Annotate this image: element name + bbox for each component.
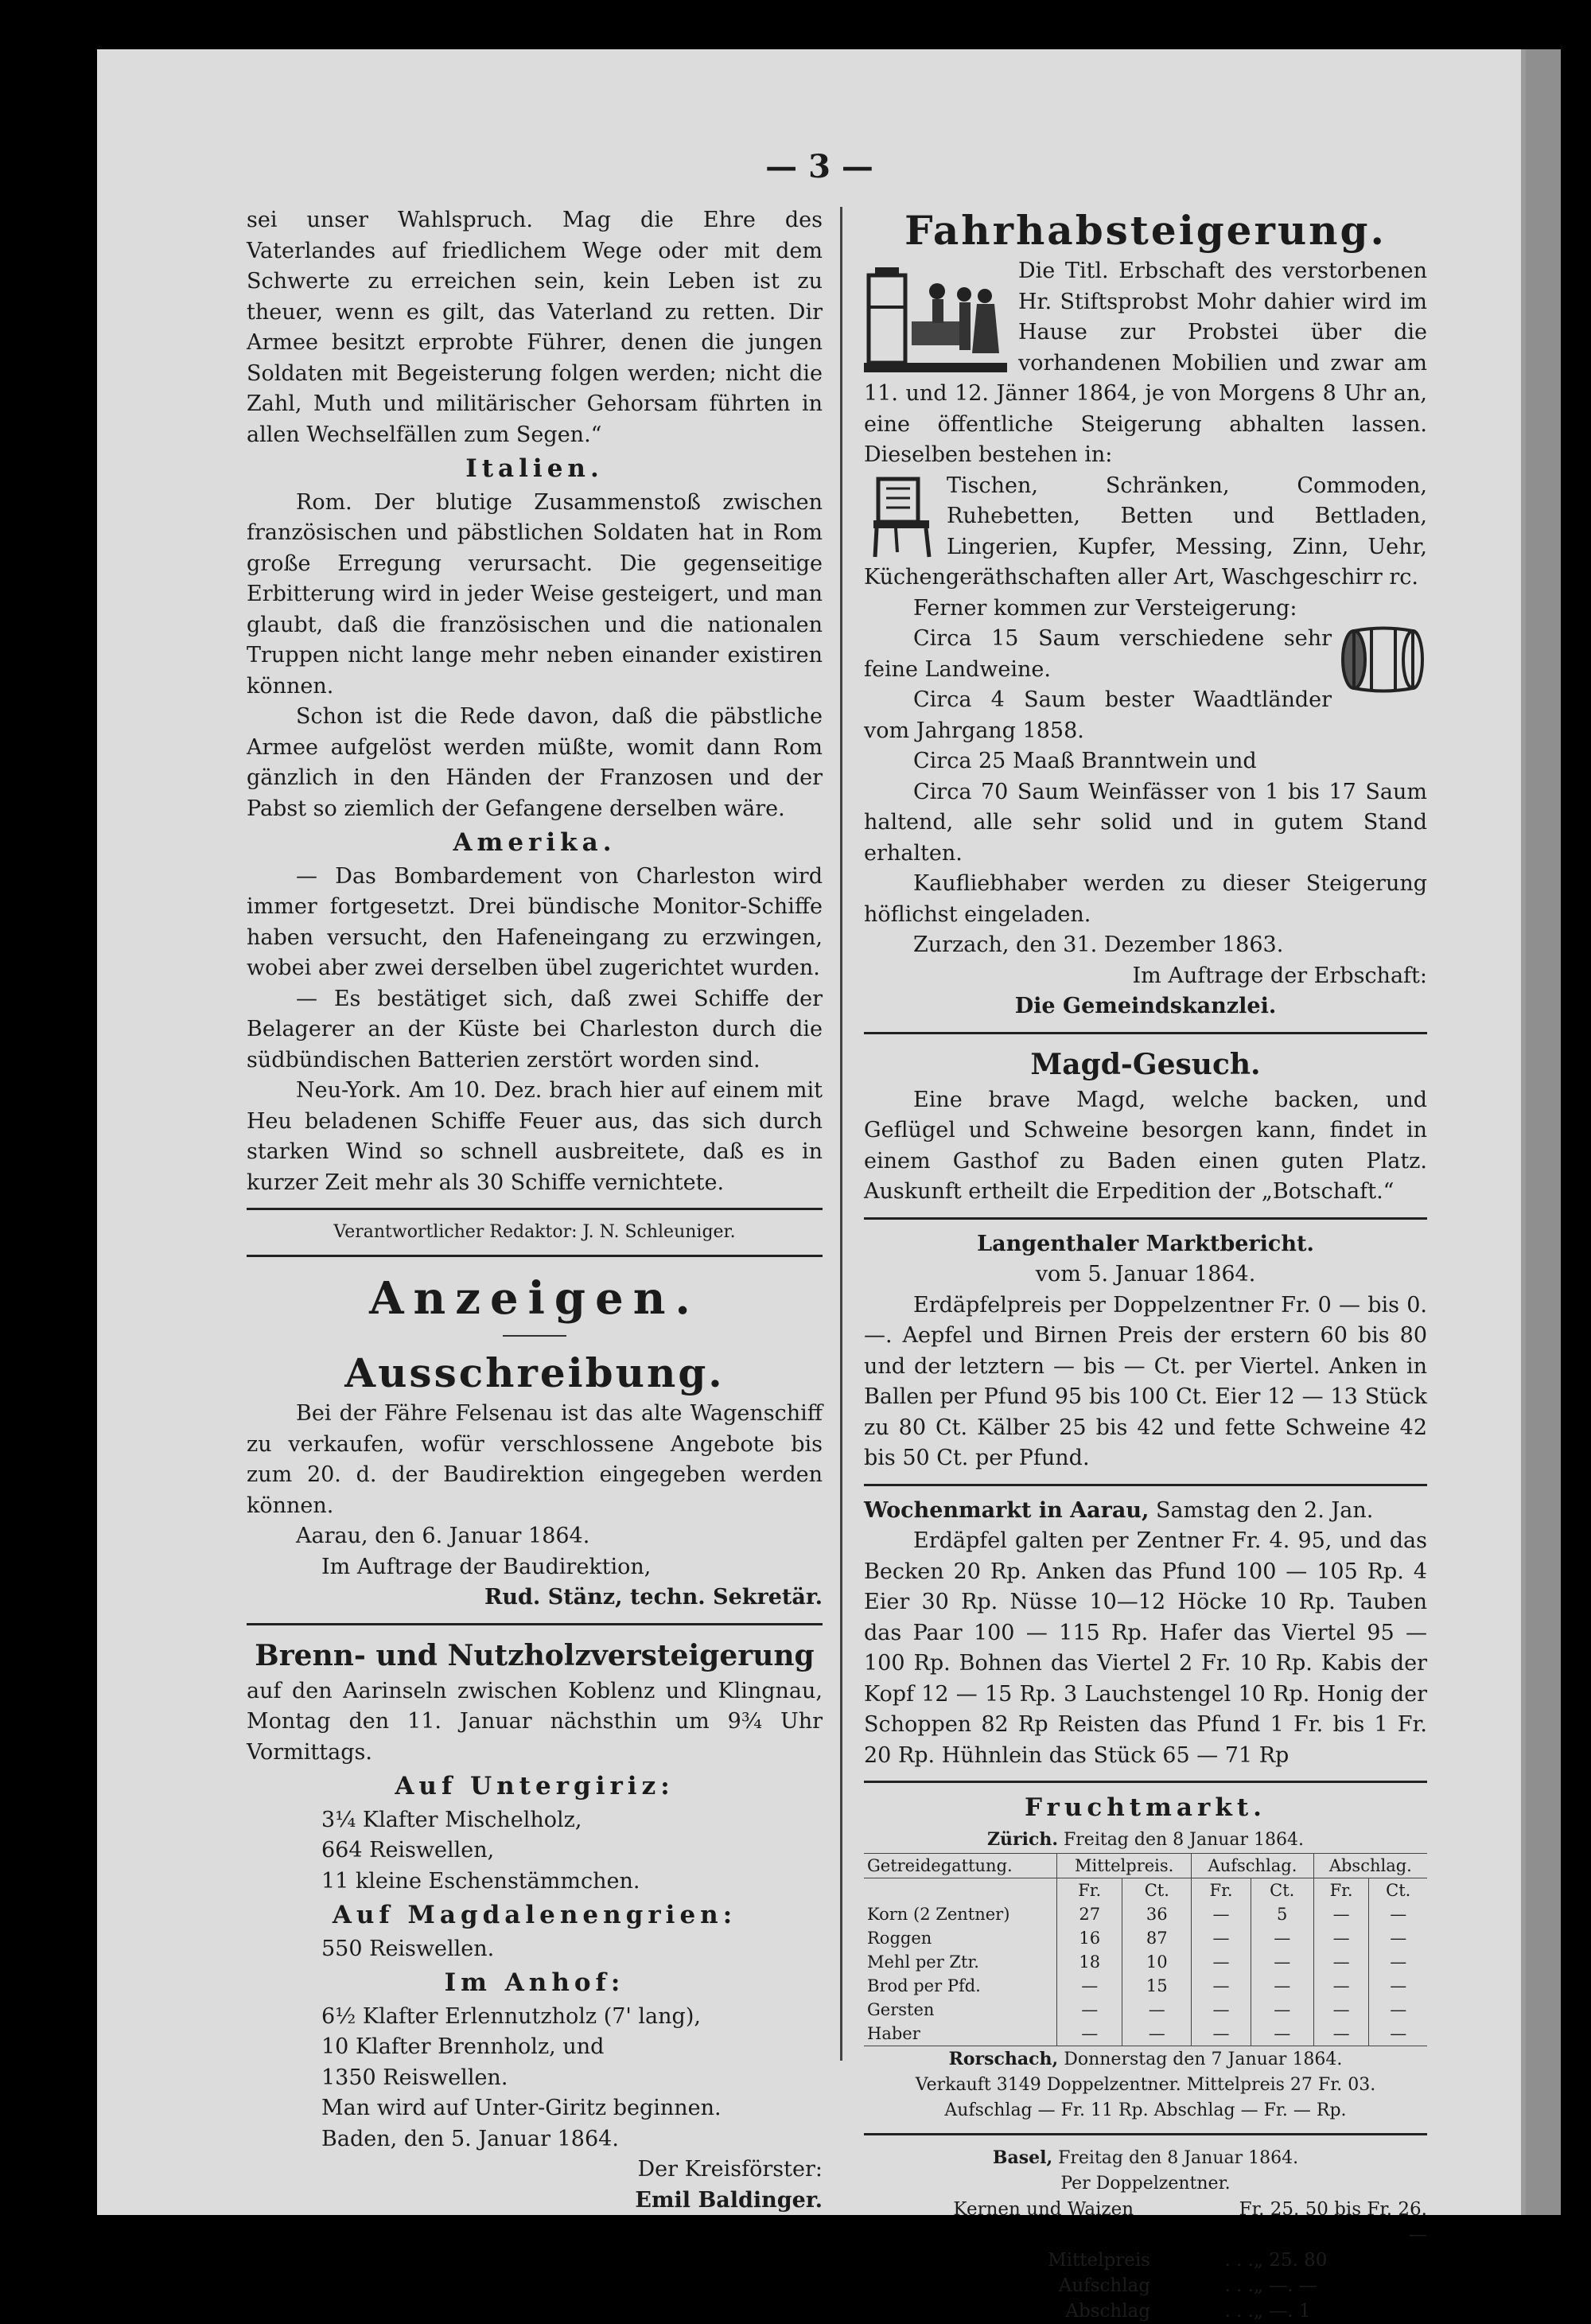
table-cell: — (1192, 1998, 1251, 2022)
zurich-heading (864, 1827, 1427, 1853)
table-cell: — (1369, 1998, 1427, 2022)
table-cell: — (1057, 2022, 1122, 2046)
article-closing-paragraph: sei unser Wahlspruch. Mag die Ehre des Vaterlandes auf friedlichem Wege oder mit dem Schwerte zu erreichen sein, kein Leben ist zu theuer, wenn es gilt, das Vaterland zu retten. Dir Armee besitzt erprobte Führer, denen die jungen Soldaten mit Begeisterung folgen werden; nicht die Zahl, Muth und militärischer Gehorsam führten in allen Wechselfällen zum Segen.“ (247, 208, 823, 447)
ausschreibung-text: Bei der Fähre Felsenau ist das alte Wagenschiff zu verkaufen, wofür verschlossene Angebote bis zum 20. d. der Baudirektion eingegeben werden können. (247, 1401, 823, 1518)
wochenmarkt-text: Erdäpfel galten per Zentner Fr. 4. 95, und das Becken 20 Rp. Anken das Pfund 100 — 105 Rp. 4 Eier 30 Rp. Nüsse 10—12 Höcke 10 Rp. Tauben das Paar 100 — 115 Rp. Hafer das Viertel 95 — 100 Rp. Bohnen das Viertel 2 Fr. 10 Rp. Kabis der Kopf 12 — 15 Rp. 3 Lauchstengel 10 Rp. Honig der Schoppen 82 Rp Reisten das Pfund 1 Fr. bis 1 Fr. 20 Rp. Hühnlein das Stück 65 — 71 Rp (864, 1528, 1427, 1768)
wine-item-2: Circa 4 Saum bester Waadtländer vom Jahrgang 1858. (864, 687, 1332, 743)
holz-item: 6½ Klafter Erlennutzholz (7' lang), (321, 2003, 701, 2029)
table-cell: — (1313, 2022, 1369, 2046)
wochenmarkt-date: Samstag den 2. Jan. (1155, 1497, 1374, 1523)
table-header: Aufschlag. (1192, 1853, 1313, 1878)
barrel-icon (1340, 625, 1427, 694)
basel-label: Abschlag (1065, 2300, 1150, 2322)
left-column (247, 205, 823, 2216)
holz-date: Baden, den 5. Januar 1864. (321, 2126, 619, 2151)
fahrhab-ferner: Ferner kommen zur Versteigerung: (913, 595, 1297, 621)
table-cell: — (1192, 1926, 1251, 1950)
editor-line: Verantwortlicher Redaktor: J. N. Schleuniger. (333, 1222, 736, 1242)
holz-item: 550 Reiswellen. (321, 1936, 495, 1961)
magd-title: Magd-Gesuch. (1030, 1047, 1261, 1081)
fahrhab-title: Fahrhabsteigerung. (904, 207, 1387, 254)
table-cell: — (1192, 1902, 1251, 1926)
table-cell: — (1192, 1974, 1251, 1998)
basel-label: Mittelpreis (1048, 2249, 1150, 2271)
table-cell: — (1057, 1974, 1122, 1998)
section-heading-amerika: Amerika. (453, 828, 617, 857)
amerika-paragraph-1: — Das Bombardement von Charleston wird immer fortgesetzt. Drei bündische Monitor-Schiffe haben versucht, den Hafeneingang zu erzwingen, wobei aber zwei derselben übel zugerichtet wurden. (247, 863, 823, 980)
table-row (864, 1902, 1427, 1926)
table-subheader: Ct. (1369, 1878, 1427, 1902)
holz-section-2-heading: Auf Magdalenengrien: (332, 1901, 737, 1929)
table-cell: 10 (1122, 1950, 1192, 1974)
holz-section-1-heading: Auf Untergiriz: (395, 1772, 675, 1800)
holz-item: 1350 Reiswellen. (321, 2065, 508, 2090)
table-cell: — (1369, 1974, 1427, 1998)
basel-dots: . . . (1224, 2275, 1254, 2296)
divider (864, 1484, 1427, 1486)
table-cell: 16 (1057, 1926, 1122, 1950)
table-cell: — (1251, 1926, 1313, 1950)
amerika-paragraph-3: Neu-York. Am 10. Dez. brach hier auf einem mit Heu beladenen Schiffe Feuer aus, das sich durch starken Wind so schnell ausbreitete, daß es in kurzer Zeit mehr als 30 Schiffe vernichtete. (247, 1078, 823, 1195)
column-divider (840, 207, 842, 2061)
table-row (864, 1998, 1427, 2022)
fahrhab-invite: Kaufliebhaber werden zu dieser Steigerung höflichst eingeladen. (864, 871, 1427, 927)
langenthal-date: vom 5. Januar 1864. (1035, 1262, 1256, 1287)
ausschreibung-signer: Rud. Stänz, techn. Sekretär. (484, 1585, 823, 1610)
table-cell: — (1369, 1926, 1427, 1950)
holz-item: 3¼ Klafter Mischelholz, (321, 1807, 582, 1832)
table-cell: — (1369, 2022, 1427, 2046)
table-subheader: Ct. (1122, 1878, 1192, 1902)
table-cell: — (1192, 1950, 1251, 1974)
basel-row (864, 2197, 1427, 2248)
table-cell: 27 (1057, 1902, 1122, 1926)
divider (864, 1781, 1427, 1783)
table-cell: Roggen (867, 1928, 932, 1948)
table-cell: — (1192, 2022, 1251, 2046)
fahrhab-items: Tischen, Schränken, Commoden, Ruhebetten, Betten und Bettladen, Lingerien, Kupfer, Messing, Zinn, Uehr, Küchengeräthschaften aller Art, Waschgeschirr rc. (864, 473, 1427, 590)
rorschach-line-1: Verkauft 3149 Doppelzentner. Mittelpreis 27 Fr. 03. (915, 2074, 1376, 2095)
table-header: Abschlag. (1313, 1853, 1427, 1878)
chair-icon (867, 474, 937, 560)
table-cell: — (1251, 1950, 1313, 1974)
short-divider (503, 1335, 566, 1337)
holz-section-3-heading: Im Anhof: (444, 1968, 625, 1997)
rorschach-date: Donnerstag den 7 Januar 1864. (1064, 2049, 1343, 2069)
table-cell: — (1369, 1950, 1427, 1974)
divider (864, 1032, 1427, 1034)
rorschach-city: Rorschach, (948, 2048, 1059, 2069)
table-cell: — (1313, 1950, 1369, 1974)
table-subheader: Fr. (1313, 1878, 1369, 1902)
basel-unit: Per Doppelzentner. (1060, 2173, 1231, 2194)
table-cell: Mehl per Ztr. (867, 1952, 979, 1972)
right-column (864, 205, 1427, 2324)
holz-signer: Emil Baldinger. (635, 2187, 823, 2213)
wochenmarkt-title: Wochenmarkt in Aarau, (864, 1497, 1149, 1523)
basel-dots (1134, 2197, 1230, 2248)
table-cell: — (1251, 1998, 1313, 2022)
basel-city: Basel, (992, 2147, 1053, 2168)
auction-illustration (864, 259, 1007, 379)
ausschreibung-auftrag: Im Auftrage der Baudirektion, (321, 1554, 652, 1579)
langenthal-title: Langenthaler Marktbericht. (977, 1231, 1314, 1256)
table-header: Mittelpreis. (1057, 1853, 1192, 1878)
table-row (864, 1926, 1427, 1950)
table-row (864, 1950, 1427, 1974)
holz-item: 10 Klafter Brennholz, und (321, 2034, 605, 2059)
wine-item-1: Circa 15 Saum verschiedene sehr feine Landweine. (864, 626, 1332, 682)
holz-title: Brenn- und Nutzholzversteigerung (255, 1638, 815, 1672)
table-cell: Gersten (867, 1999, 935, 2019)
basel-dots: . . . (1224, 2249, 1254, 2271)
italien-paragraph-2: Schon ist die Rede davon, daß die päbstliche Armee aufgelöst werden müßte, womit dann Rom gänzlich in den Händen der Franzosen und der Pabst so ziemlich der Gefangene derselben wäre. (247, 704, 823, 821)
divider (247, 1255, 823, 1257)
zurich-city: Zürich. (986, 1828, 1059, 1850)
rorschach-heading (864, 2046, 1427, 2073)
table-subheader: Fr. (1192, 1878, 1251, 1902)
table-subheader: Fr. (1057, 1878, 1122, 1902)
magd-text: Eine brave Magd, welche backen, und Geflügel und Schweine besorgen kann, findet in einem Gasthof zu Baden einen guten Platz. Auskunft ertheilt die Erpedition der „Botschaft.“ (864, 1087, 1427, 1204)
table-cell: — (1313, 1998, 1369, 2022)
table-cell: 15 (1122, 1974, 1192, 1998)
table-subheader: Ct. (1251, 1878, 1313, 1902)
ausschreibung-title: Ausschreibung. (344, 1349, 725, 1396)
table-cell: 18 (1057, 1950, 1122, 1974)
holz-role: Der Kreisförster: (637, 2157, 823, 2182)
fahrhab-signer: Die Gemeindskanzlei. (1014, 994, 1277, 1018)
divider (247, 1208, 823, 1210)
holz-item: 664 Reiswellen, (321, 1838, 495, 1863)
wochenmarkt-heading (864, 1496, 1427, 1527)
table-cell: — (1251, 2022, 1313, 2046)
holz-item: 11 kleine Eschenstämmchen. (321, 1868, 640, 1894)
divider (864, 2133, 1427, 2135)
table-header: Getreidegattung. (864, 1853, 1057, 1878)
page-edge (1526, 49, 1561, 2215)
basel-row (864, 2248, 1427, 2273)
basel-label: Kernen und Waizen (953, 2198, 1134, 2220)
table-row (864, 1974, 1427, 1998)
table-cell: — (1313, 1926, 1369, 1950)
amerika-paragraph-2: — Es bestätiget sich, daß zwei Schiffe der Belagerer an der Küste bei Charleston durch die südbündischen Batterien zerstört worden sind. (247, 986, 823, 1072)
holz-intro: auf den Aarinseln zwischen Koblenz und Klingnau, Montag den 11. Januar nächsthin um 9¾ Uhr Vormittags. (247, 1678, 823, 1765)
page-number: — 3 — (765, 148, 873, 185)
ausschreibung-date: Aarau, den 6. Januar 1864. (296, 1524, 590, 1548)
table-cell: 36 (1122, 1902, 1192, 1926)
rorschach-line-2: Aufschlag — Fr. 11 Rp. Abschlag — Fr. — Rp. (944, 2100, 1347, 2120)
basel-value: „ 25. 80 (1254, 2249, 1328, 2271)
table-cell: Haber (864, 2022, 1057, 2046)
basel-heading (864, 2145, 1427, 2171)
basel-label: Aufschlag (1058, 2275, 1150, 2296)
table-cell: — (1057, 1998, 1122, 2022)
fahrhab-text: Die Titl. Erbschaft des verstorbenen Hr. Stiftsprobst Mohr dahier wird im Hause zur Probstei über die vorhandenen Mobilien und zwar am 11. und 12. Jänner 1864, je von Morgens 8 Uhr an, eine öffentliche Steigerung abhalten lassen. Dieselben bestehen in: (864, 259, 1427, 467)
holz-begin: Man wird auf Unter-Giritz beginnen. (321, 2096, 722, 2120)
table-cell: — (1122, 1998, 1192, 2022)
table-cell: 87 (1122, 1926, 1192, 1950)
table-cell: — (1122, 2022, 1192, 2046)
langenthal-text: Erdäpfelpreis per Doppelzentner Fr. 0 — bis 0. —. Aepfel und Birnen Preis der erstern 60 bis 80 und der letztern — bis — Ct. per Viertel. Anken in Ballen per Pfund 95 bis 100 Ct. Eier 12 — 13 Stück zu 80 Ct. Kälber 25 bis 42 und fette Schweine 42 bis 50 Ct. per Pfund. (864, 1292, 1427, 1470)
table-cell: — (1313, 1902, 1369, 1926)
fruchtmarkt-title: Fruchtmarkt. (1025, 1793, 1266, 1822)
ads-heading: Anzeigen. (369, 1272, 700, 1325)
fahrhab-date: Zurzach, den 31. Dezember 1863. (913, 932, 1284, 957)
table-cell: — (1313, 1974, 1369, 1998)
basel-value: Fr. 25. 50 bis Fr. 26. — (1239, 2198, 1427, 2245)
table-cell: 5 (1251, 1902, 1313, 1926)
fruchtmarkt-table (864, 1853, 1427, 2046)
table-subheader (864, 1878, 1057, 1902)
table-row (864, 2022, 1427, 2046)
basel-dots: . . . (1224, 2300, 1254, 2322)
table-cell: — (1251, 1974, 1313, 1998)
section-heading-italien: Italien. (465, 454, 604, 483)
fahrhab-auftrag: Im Auftrage der Erbschaft: (1132, 963, 1427, 988)
italien-paragraph-1: Rom. Der blutige Zusammenstoß zwischen französischen und päbstlichen Soldaten hat in Rom große Erregung verursacht. Die gegenseitige Erbitterung wird in jeder Weise gesteigert, und man glaubt, daß die französischen und die nationalen Truppen nicht lange mehr neben einander existiren können. (247, 489, 823, 699)
basel-row (864, 2299, 1427, 2324)
divider (247, 1623, 823, 1625)
basel-value: „ —. 1 (1254, 2300, 1311, 2322)
wine-item-3: Circa 25 Maaß Branntwein und (913, 749, 1257, 773)
zurich-date: Freitag den 8 Januar 1864. (1064, 1829, 1305, 1850)
basel-date: Freitag den 8 Januar 1864. (1058, 2147, 1299, 2168)
divider (864, 1217, 1427, 1220)
basel-value: „ —. — (1254, 2275, 1317, 2296)
table-cell: Brod per Pfd. (867, 1976, 981, 1995)
wine-item-4: Circa 70 Saum Weinfässer von 1 bis 17 Saum haltend, alle sehr solid und in gutem Stand erhalten. (864, 779, 1427, 866)
basel-row (864, 2273, 1427, 2299)
table-cell: — (1369, 1902, 1427, 1926)
table-cell: Korn (2 Zentner) (867, 1904, 1010, 1924)
